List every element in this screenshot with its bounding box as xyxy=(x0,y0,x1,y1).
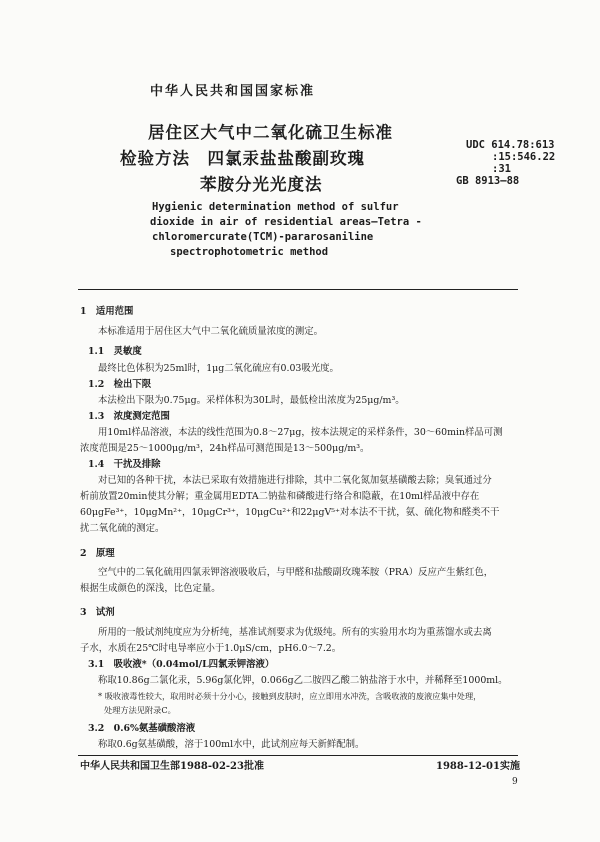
section-1-heading: 1 适用范围 xyxy=(80,306,134,317)
section-1-4-heading: 1.4 干扰及排除 xyxy=(88,459,161,470)
effective-date: 1988-12-01实施 xyxy=(436,761,520,772)
english-title-line-2: dioxide in air of residential areas—Tetra - xyxy=(150,216,422,228)
section-1-3-text-1: 用10ml样品溶液，本法的线性范围为0.8～27μg，按本法规定的采样条件，30～60min样品可测 xyxy=(98,427,503,438)
section-1-1-heading: 1.1 灵敏度 xyxy=(88,346,142,357)
english-title-line-1: Hygienic determination method of sulfur xyxy=(152,201,399,213)
section-3-1-heading: 3.1 吸收液*（0.04mol/L四氯汞钾溶液） xyxy=(88,659,275,670)
document-title-line-3: 苯胺分光光度法 xyxy=(200,175,323,194)
section-1-4-text-3: 60μgFe³⁺，10μgMn²⁺，10μgCr³⁺，10μgCu²⁺和22μgV⁵⁺对本法不干扰，氨、硫化物和醛类不干 xyxy=(80,507,500,518)
document-title-line-1: 居住区大气中二氧化硫卫生标准 xyxy=(148,123,393,142)
footnote-line-2: 处理方法见附录C。 xyxy=(104,705,176,715)
section-3-2-heading: 3.2 0.6%氨基磺酸溶液 xyxy=(88,723,196,734)
section-1-2-heading: 1.2 检出下限 xyxy=(88,379,152,390)
english-title-line-4: spectrophotometric method xyxy=(170,246,329,258)
section-3-text-1: 所用的一般试剂纯度应为分析纯，基准试剂要求为优级纯。所有的实验用水均为重蒸馏水或去离 xyxy=(98,627,492,638)
section-2-text-2: 根据生成颜色的深浅，比色定量。 xyxy=(80,583,221,594)
udc-line-1: UDC 614.78:613 xyxy=(466,139,555,151)
section-1-1-text: 最终比色体积为25ml时，1μg二氧化硫应有0.03吸光度。 xyxy=(98,363,339,374)
standard-category: 中华人民共和国国家标准 xyxy=(150,84,316,99)
section-3-text-2: 子水，水质在25℃时电导率应小于1.0μS/cm，pH6.0～7.2。 xyxy=(80,643,342,654)
section-1-4-text-1: 对已知的各种干扰，本法已采取有效措施进行排除，其中二氧化氮加氨基磺酸去除；臭氧通过分 xyxy=(98,475,492,486)
english-title-line-3: chloromercurate(TCM)-pararosaniline xyxy=(152,231,374,243)
document-title-line-2: 检验方法 四氯汞盐盐酸副玫瑰 xyxy=(120,149,365,168)
section-1-3-heading: 1.3 浓度测定范围 xyxy=(88,411,170,422)
footnote-line-1: * 吸收液毒性较大，取用时必须十分小心，接触到皮肤时，应立即用水冲洗，含吸收液的废液应集中处理， xyxy=(98,691,482,701)
section-1-4-text-4: 扰二氧化硫的测定。 xyxy=(80,523,165,534)
section-2-heading: 2 原理 xyxy=(80,548,115,559)
section-1-4-text-2: 析前放置20min使其分解；重金属用EDTA二钠盐和磷酸进行络合和隐蔽，在10ml样品液中存在 xyxy=(80,491,480,502)
section-2-text-1: 空气中的二氧化硫用四氯汞钾溶液吸收后，与甲醛和盐酸副玫瑰苯胺（PRA）反应产生紫红色， xyxy=(98,567,494,578)
section-3-1-text: 称取10.86g二氯化汞，5.96g氯化钾，0.066g乙二胺四乙酸二钠盐溶于水中，并稀释至1000ml。 xyxy=(98,675,508,686)
udc-line-2: :15:546.22 xyxy=(492,151,556,163)
udc-line-3: :31 xyxy=(492,163,511,175)
header-divider xyxy=(78,289,518,290)
section-1-3-text-2: 浓度范围是25～1000μg/m³，24h样品可测范围是13～500μg/m³。 xyxy=(80,443,370,454)
section-1-2-text: 本法检出下限为0.75μg。采样体积为30L时，最低检出浓度为25μg/m³。 xyxy=(98,395,405,406)
issuer-approval: 中华人民共和国卫生部1988-02-23批准 xyxy=(80,761,264,772)
section-1-text: 本标准适用于居住区大气中二氧化硫质量浓度的测定。 xyxy=(98,326,324,337)
section-3-heading: 3 试剂 xyxy=(80,607,115,618)
section-3-2-text: 称取0.6g氨基磺酸，溶于100ml水中，此试剂应每天新鲜配制。 xyxy=(98,739,365,750)
page-number: 9 xyxy=(512,777,518,787)
gb-number: GB 8913—88 xyxy=(456,175,520,187)
footer-divider xyxy=(78,755,518,756)
